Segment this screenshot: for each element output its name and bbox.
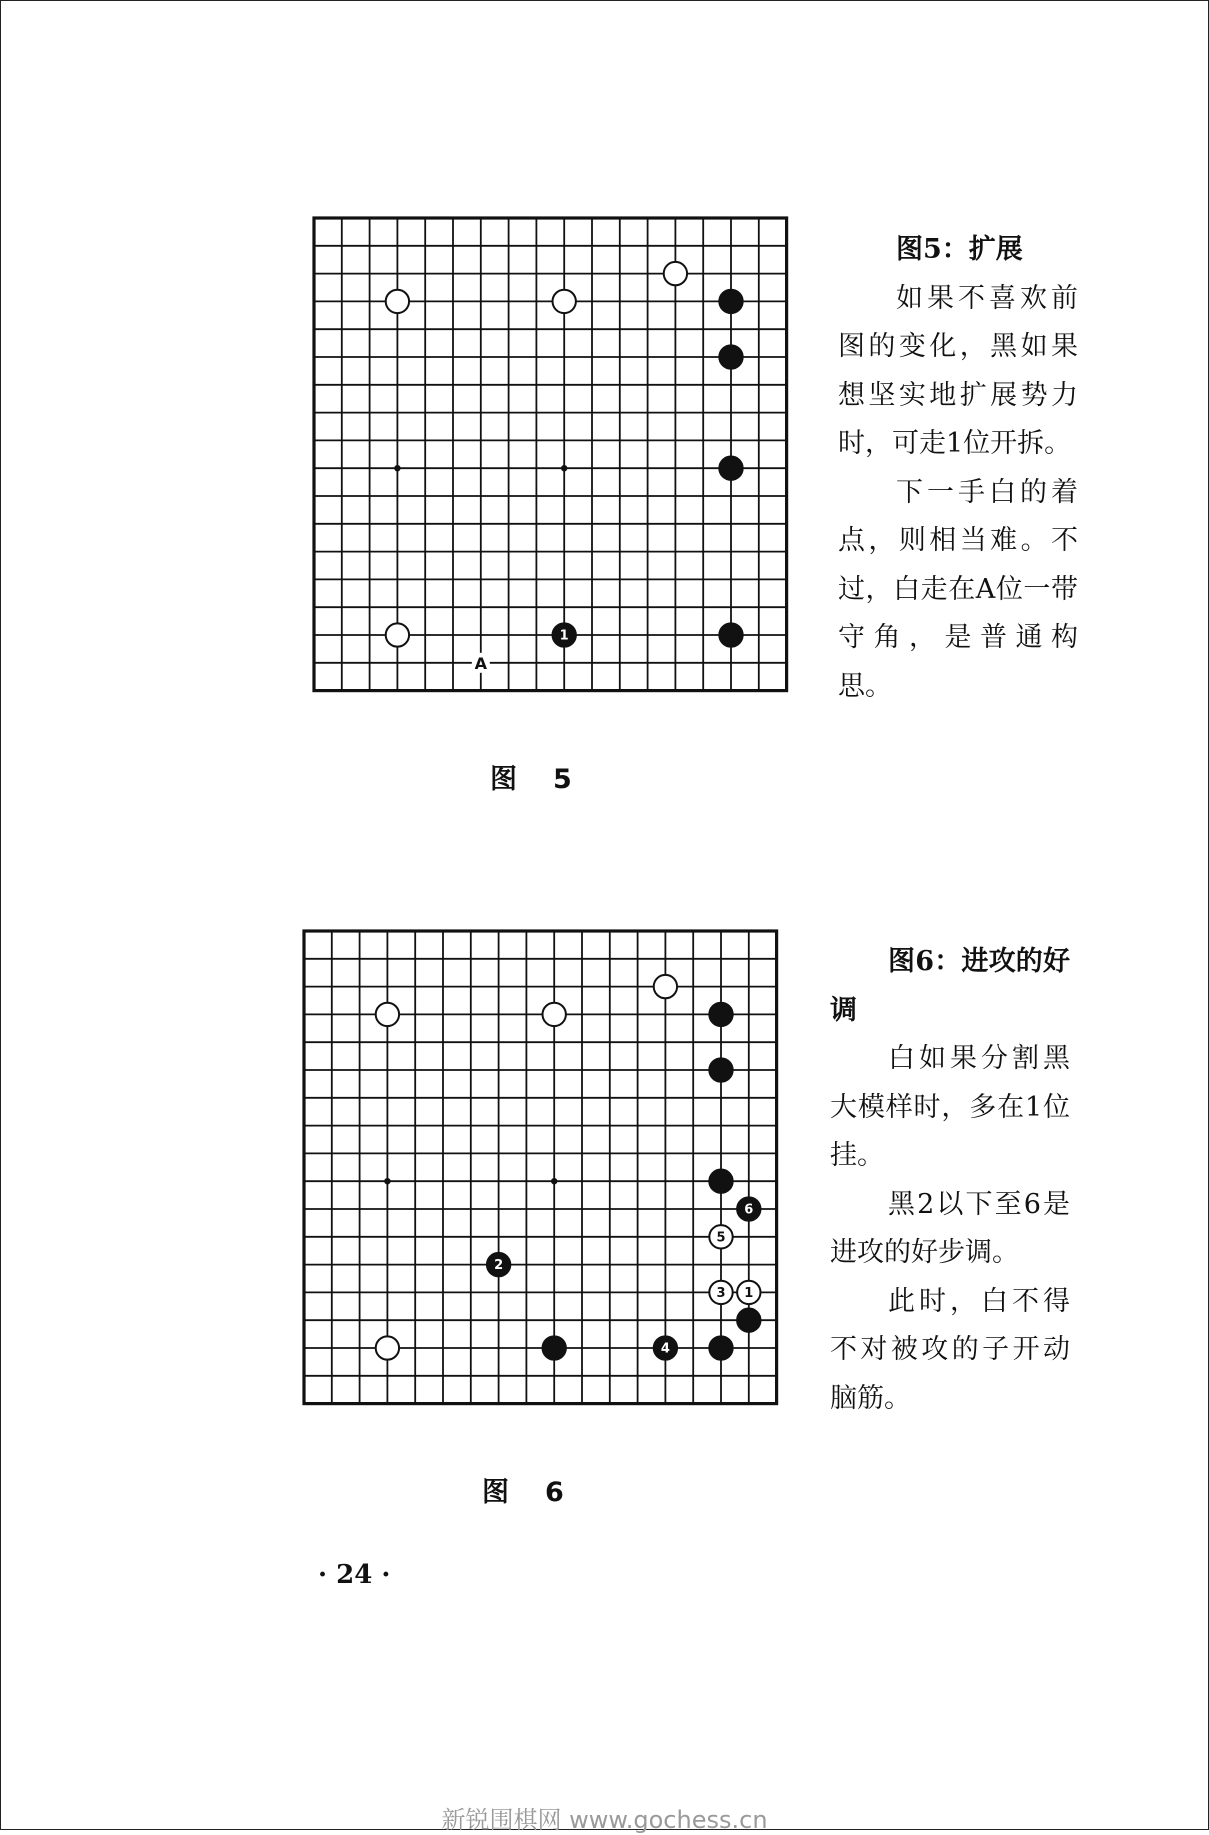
go-board-figure-5 [300,212,820,742]
black-stone [487,1253,510,1276]
page-number: · 24 · [318,1560,391,1590]
white-stone [664,262,687,285]
figure-5-caption-char: 图 [490,764,519,795]
black-stone [709,1058,732,1081]
white-stone [386,623,409,646]
star-point [551,1178,557,1184]
stone-move-number: 5 [716,1230,726,1246]
black-stone [719,623,742,646]
figure-5-text [838,226,1078,711]
white-stone [386,290,409,313]
white-stone [709,1281,732,1304]
star-point [561,465,567,471]
stone-move-number: 6 [744,1202,754,1218]
stone-move-number: 1 [744,1285,754,1301]
black-stone [737,1309,760,1332]
stone-move-number: 3 [716,1285,726,1301]
white-stone [553,290,576,313]
board-border [304,931,777,1404]
black-stone [654,1336,677,1359]
figure-6-text [830,938,1070,1423]
white-stone [709,1225,732,1248]
figure-5-paragraph-2: 下一手白的着点，则相当难。不过，白走在A位一带守角，是普通构思。 [838,476,1078,702]
figure-5-paragraph-1: 如果不喜欢前图的变化，黑如果想坚实地扩展势力时，可走1位开拆。 [838,282,1078,459]
figure-6-caption-char: 图 [482,1477,511,1508]
stone-move-number: 2 [494,1258,504,1274]
board-6-svg [290,925,810,1455]
figure-5-caption [490,757,574,796]
black-stone [543,1336,566,1359]
stone-move-number: 1 [559,628,569,644]
board-5-svg [300,212,820,742]
watermark: 新锐围棋网 www.gochess.cn [441,1806,768,1834]
black-stone [709,1336,732,1359]
white-stone [376,1336,399,1359]
white-stone [543,1003,566,1026]
black-stone [719,290,742,313]
figure-5-caption-number: 5 [553,764,574,795]
black-stone [553,623,576,646]
figure-5-title: 图5：扩展 [896,234,1023,265]
figure-6-paragraph-1: 白如果分割黑大模样时，多在1位挂。 [830,1043,1070,1171]
figure-6-title: 图6：进攻的好调 [830,946,1070,1026]
white-stone [654,975,677,998]
stone-move-number: 4 [660,1341,670,1357]
black-stone [709,1170,732,1193]
white-stone [376,1003,399,1026]
black-stone [719,345,742,368]
go-board-figure-6 [290,925,810,1455]
star-point [394,465,400,471]
board-letter-marker: A [474,653,487,673]
white-stone [737,1281,760,1304]
black-stone [737,1197,760,1220]
black-stone [719,457,742,480]
figure-6-paragraph-3: 此时，白不得不对被攻的子开动脑筋。 [830,1285,1070,1414]
figure-6-paragraph-2: 黑2以下至6是进攻的好步调。 [830,1188,1070,1268]
board-border [314,218,787,691]
star-point [384,1178,390,1184]
figure-6-caption-number: 6 [545,1477,566,1508]
figure-6-caption [482,1470,566,1509]
black-stone [709,1003,732,1026]
